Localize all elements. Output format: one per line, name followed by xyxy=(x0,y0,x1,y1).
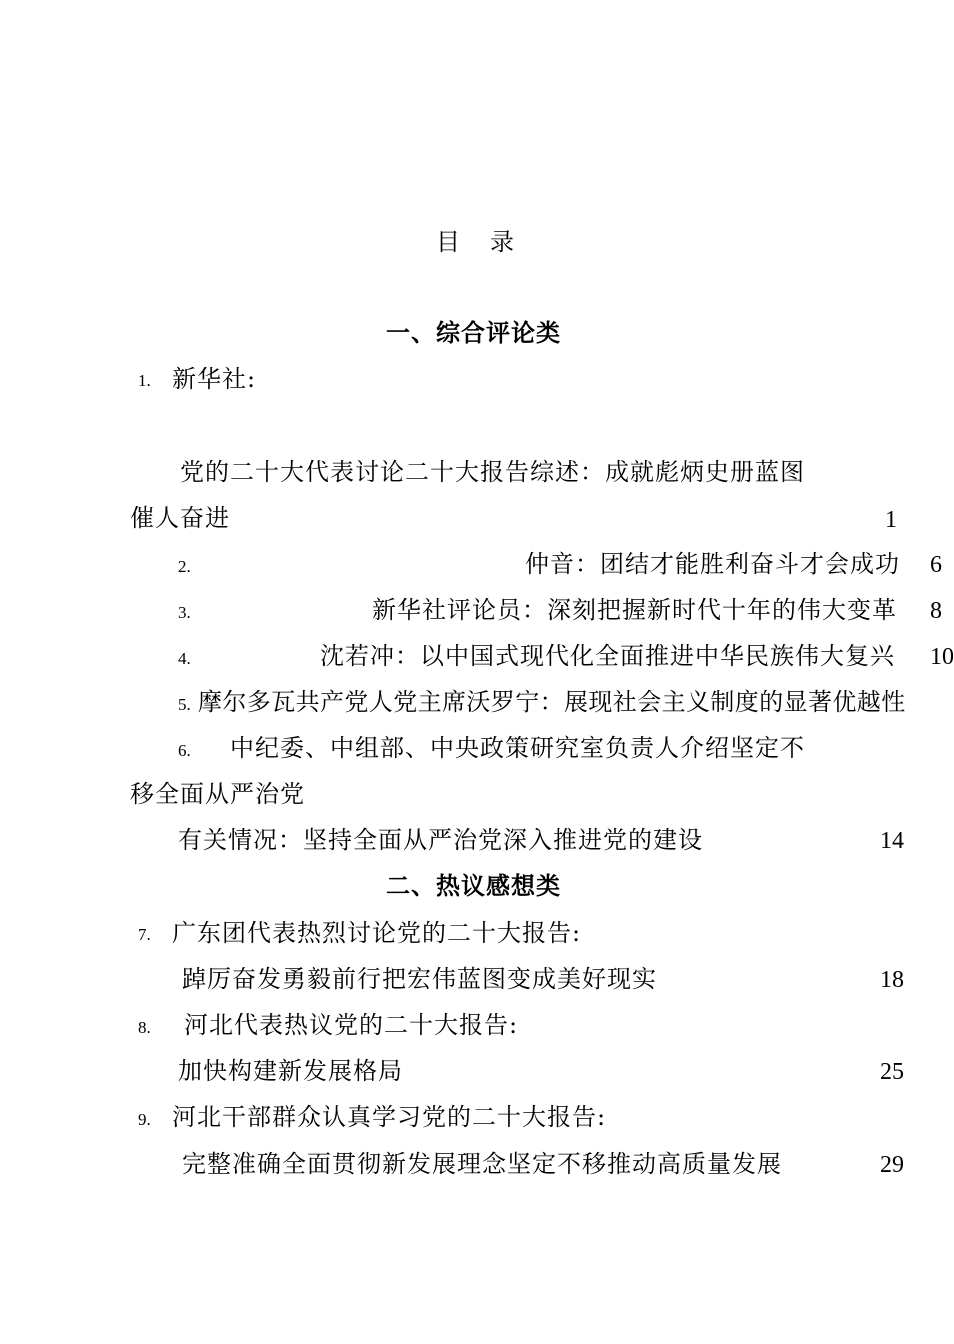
toc-title: 目录 xyxy=(436,228,544,256)
entry-3-title: 新华社评论员：深刻把握新时代十年的伟大变革 xyxy=(372,596,897,624)
entry-8-number: 8. xyxy=(138,1018,151,1037)
entry-1-title-line1: 党的二十大代表讨论二十大报告综述：成就彪炳史册蓝图 xyxy=(180,458,805,486)
entry-7-title-line2: 踔厉奋发勇毅前行把宏伟蓝图变成美好现实 xyxy=(182,965,657,993)
entry-1-number: 1. xyxy=(138,371,151,390)
section-heading-2: 二、热议感想类 xyxy=(386,872,561,900)
entry-9-title-line1: 河北干部群众认真学习党的二十大报告: xyxy=(172,1103,607,1131)
entry-4-title: 沈若冲：以中国式现代化全面推进中华民族伟大复兴 xyxy=(320,642,895,670)
entry-2-number: 2. xyxy=(178,557,191,576)
entry-9-number: 9. xyxy=(138,1110,151,1129)
entry-6-title-line3: 有关情况：坚持全面从严治党深入推进党的建设 xyxy=(178,826,703,854)
entry-7-number: 7. xyxy=(138,925,151,944)
entry-8-title-line1: 河北代表热议党的二十大报告: xyxy=(184,1011,519,1039)
entry-1-page: 1 xyxy=(885,507,897,533)
entry-3-number: 3. xyxy=(178,603,191,622)
entry-4-number: 4. xyxy=(178,649,191,668)
entry-2-page: 6 xyxy=(930,552,942,578)
entry-9-title-line2: 完整准确全面贯彻新发展理念坚定不移推动高质量发展 xyxy=(182,1150,782,1178)
entry-9-page: 29 xyxy=(880,1152,904,1178)
entry-5-title: 摩尔多瓦共产党人党主席沃罗宁：展现社会主义制度的显著优越性 xyxy=(198,688,906,716)
entry-8-title-line2: 加快构建新发展格局 xyxy=(178,1057,403,1085)
entry-1-title-line2: 催人奋进 xyxy=(130,504,230,532)
entry-4-page: 10 xyxy=(930,644,954,670)
entry-1-source: 新华社: xyxy=(172,365,257,393)
entry-6-title-line2: 移全面从严治党 xyxy=(130,780,305,808)
entry-8-page: 25 xyxy=(880,1059,904,1085)
entry-6-title-line1: 中纪委、中组部、中央政策研究室负责人介绍坚定不 xyxy=(230,734,805,762)
entry-5-number: 5. xyxy=(178,695,191,714)
entry-7-title-line1: 广东团代表热烈讨论党的二十大报告: xyxy=(172,919,582,947)
section-heading-1: 一、综合评论类 xyxy=(386,319,561,347)
entry-6-page: 14 xyxy=(880,828,904,854)
entry-7-page: 18 xyxy=(880,967,904,993)
entry-3-page: 8 xyxy=(930,598,942,624)
entry-2-title: 仲音：团结才能胜利奋斗才会成功 xyxy=(525,550,900,578)
entry-6-number: 6. xyxy=(178,741,191,760)
